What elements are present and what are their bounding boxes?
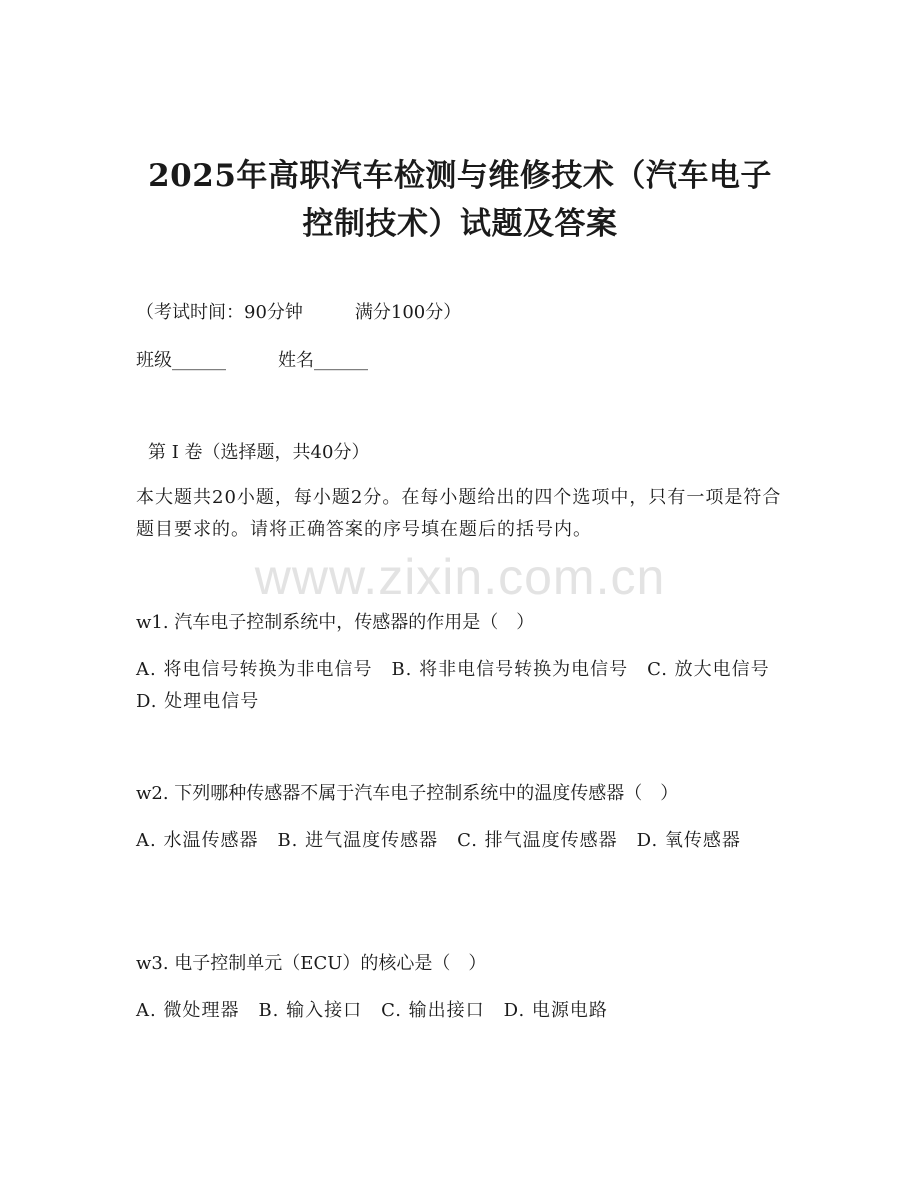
exam-score: 满分100分） bbox=[354, 302, 462, 323]
exam-info bbox=[136, 297, 461, 329]
question-3-options: A. 微处理器 B. 输入接口 C. 输出接口 D. 电源电路 bbox=[136, 1000, 608, 1021]
question-3-stem: w3. 电子控制单元（ECU）的核心是（ ） bbox=[136, 953, 487, 974]
question-1-stem: w1. 汽车电子控制系统中，传感器的作用是（ ） bbox=[136, 612, 535, 633]
title-line-2: 控制技术）试题及答案 bbox=[302, 206, 618, 242]
student-fields bbox=[136, 345, 368, 377]
watermark-text: www.zixin.com.cn bbox=[254, 549, 666, 605]
question-2-options: A. 水温传感器 B. 进气温度传感器 C. 排气温度传感器 D. 氧传感器 bbox=[136, 830, 741, 851]
question-1-options: A. 将电信号转换为非电信号 B. 将非电信号转换为电信号 C. 放大电信号 D. 处理电信号 bbox=[136, 659, 789, 712]
title-line-1: 2025年高职汽车检测与维修技术（汽车电子 bbox=[148, 158, 772, 194]
document-title bbox=[100, 152, 820, 248]
section-heading: 第 I 卷（选择题，共40分） bbox=[148, 442, 370, 463]
class-field-label: 班级______ bbox=[136, 350, 226, 371]
instructions-paragraph: 本大题共20小题，每小题2分。在每小题给出的四个选项中，只有一项是符合题目要求的。请将正确答案的序号填在题后的括号内。 bbox=[136, 487, 782, 540]
question-2-stem: w2. 下列哪种传感器不属于汽车电子控制系统中的温度传感器（ ） bbox=[136, 783, 679, 804]
name-field-label: 姓名______ bbox=[278, 350, 368, 371]
exam-time: （考试时间：90分钟 bbox=[136, 302, 303, 323]
